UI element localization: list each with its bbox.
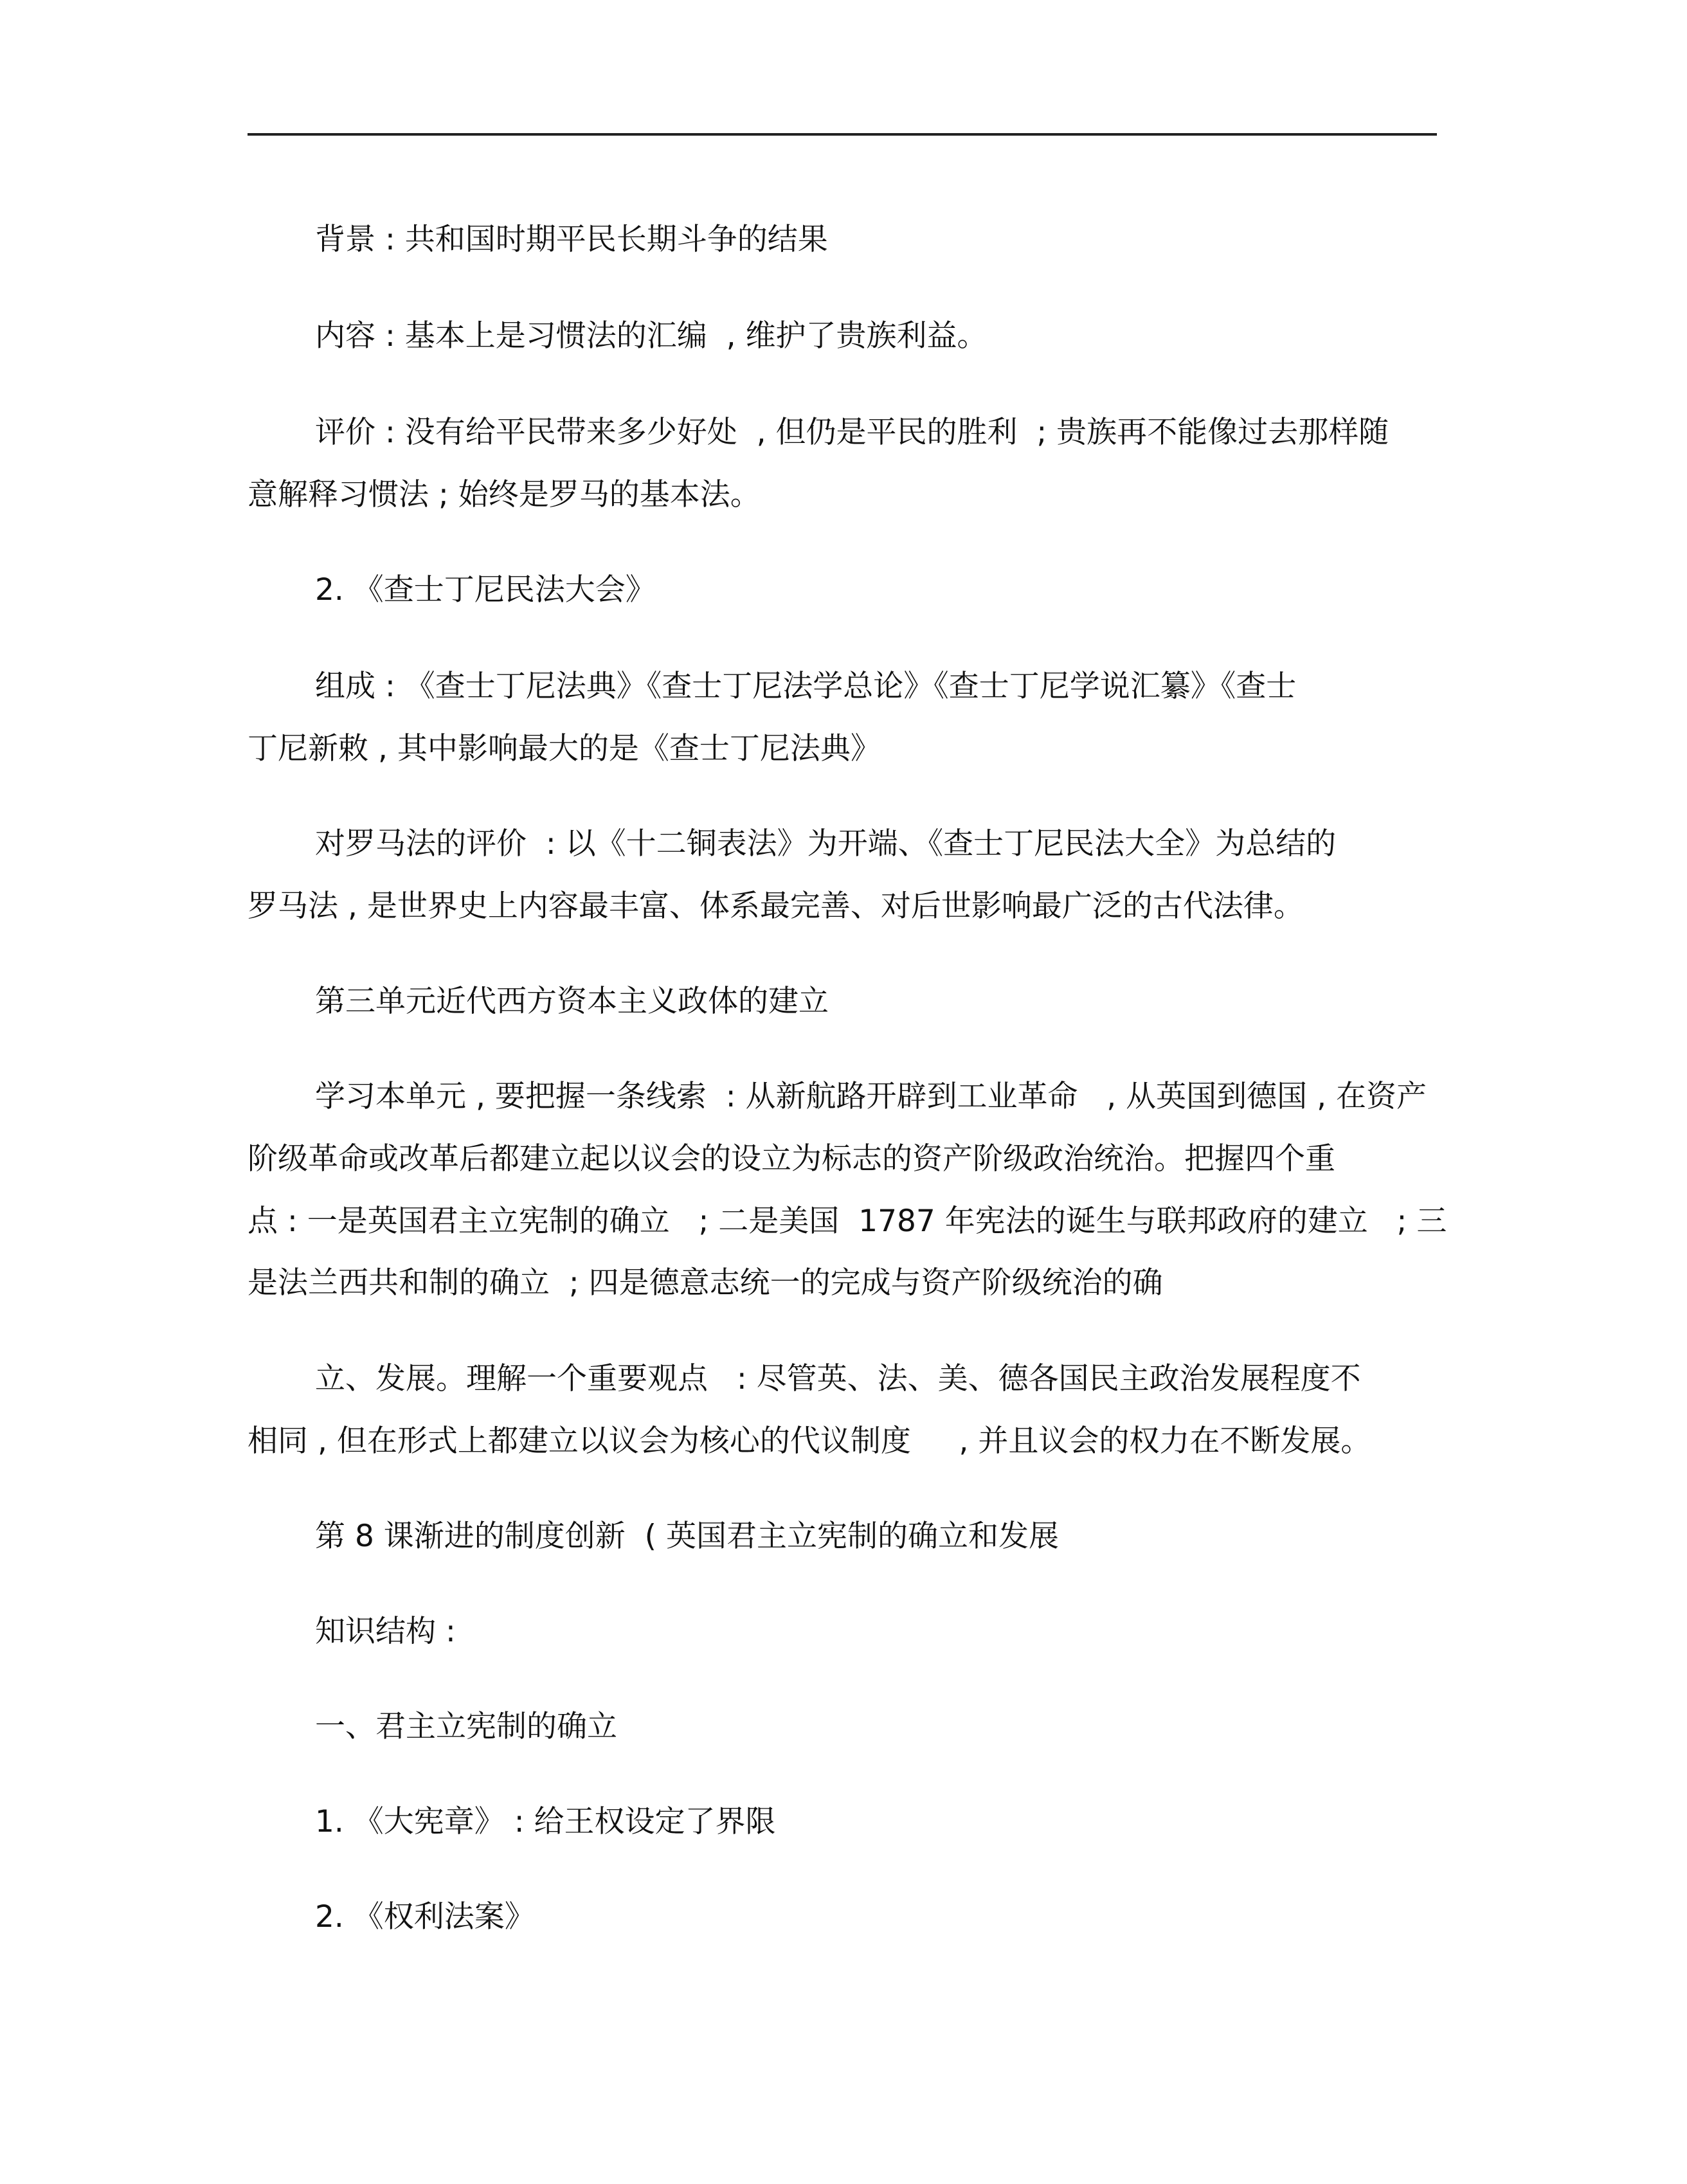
text-line: 背景 : 共和国时期平民长期斗争的结果 — [315, 222, 828, 257]
text-line: 组成 : 《查士丁尼法典》《查士丁尼法学总论》《查士丁尼学说汇纂》《查士 — [315, 669, 1297, 704]
text-line: 内容 : 基本上是习惯法的汇编 , 维护了贵族利益。 — [315, 318, 988, 354]
text-line: 意解释习惯法 ; 始终是罗马的基本法。 — [248, 477, 761, 512]
list-item: 1. 《大宪章》 : 给王权设定了界限 — [315, 1804, 776, 1839]
list-item: 2. 《权利法案》 — [315, 1899, 535, 1935]
section-heading: 2. 《查士丁尼民法大会》 — [315, 572, 656, 608]
text-line: 点 : 一是英国君主立宪制的确立 ; 二是美国 1787 年宪法的诞生与联邦政府的建立 ; 三 — [248, 1204, 1447, 1239]
text-line: 知识结构 : — [315, 1614, 456, 1649]
section-heading: 一、君主立宪制的确立 — [315, 1709, 617, 1744]
text-line: 评价 : 没有给平民带来多少好处 , 但仍是平民的胜利 ; 贵族再不能像过去那样随 — [315, 415, 1389, 450]
text-line: 丁尼新敕 , 其中影响最大的是《查士丁尼法典》 — [248, 731, 881, 766]
text-line: 对罗马法的评价 : 以《十二铜表法》为开端、《查士丁尼民法大全》为总结的 — [315, 826, 1337, 862]
header-rule — [248, 133, 1437, 136]
text-line: 立、发展。理解一个重要观点 : 尽管英、法、美、德各国民主政治发展程度不 — [315, 1361, 1361, 1396]
text-line: 学习本单元 , 要把握一条线索 : 从新航路开辟到工业革命 , 从英国到德国 , 在资产 — [315, 1079, 1427, 1114]
text-line: 是法兰西共和制的确立 ; 四是德意志统一的完成与资产阶级统治的确 — [248, 1265, 1163, 1301]
text-line: 阶级革命或改革后都建立起以议会的设立为标志的资产阶级政治统治。把握四个重 — [248, 1141, 1335, 1177]
unit-heading: 第三单元近代西方资本主义政体的建立 — [315, 984, 829, 1019]
lesson-heading: 第 8 课渐进的制度创新 ( 英国君主立宪制的确立和发展 — [315, 1519, 1059, 1554]
text-line: 相同 , 但在形式上都建立以议会为核心的代议制度 , 并且议会的权力在不断发展。 — [248, 1423, 1371, 1459]
text-line: 罗马法 , 是世界史上内容最丰富、体系最完善、对后世影响最广泛的古代法律。 — [248, 889, 1304, 924]
